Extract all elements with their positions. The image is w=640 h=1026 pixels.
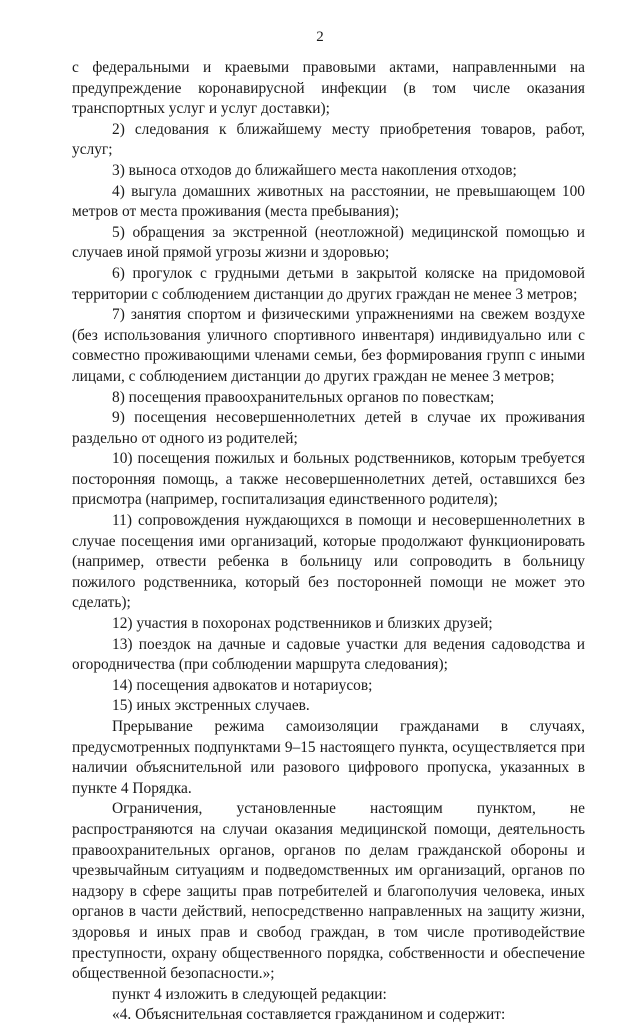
paragraph-point-4-text: «4. Объяснительная составляется гражданином и содержит:	[112, 1006, 506, 1024]
paragraph-item-4: 4) выгула домашних животных на расстоянии, не превышающем 100 метров от места проживания (места пребывания);	[72, 182, 585, 221]
paragraph-continuation: с федеральными и краевыми правовыми актами, направленными на предупреждение коронавирусной инфекции (в том числе оказания транспортных услуг и услуг доставки);	[72, 59, 585, 118]
paragraph-item-3: 3) выноса отходов до ближайшего места накопления отходов;	[112, 161, 517, 179]
paragraph-item-2: 2) следования к ближайшему месту приобретения товаров, работ, услуг;	[72, 120, 585, 159]
paragraph-restrictions-exceptions: Ограничения, установленные настоящим пунктом, не распространяются на случаи оказания медицинской помощи, деятельность правоохранительных органов, органов по делам гражданской обороны и чрезвычайным ситуациям и подведомственных им организаций, органов по надзору в сфере защиты прав потребителей и благополучия человека, иных органов в части действий, непосредственно направленных на защиту жизни, здоровья и иных прав и свобод граждан, в том числе противодействие преступности, охрану общественного порядка, собственности и обеспечение общественной безопасности.»;	[72, 800, 585, 983]
paragraph-item-11: 11) сопровождения нуждающихся в помощи и несовершеннолетних в случае посещения ими организаций, которые продолжают функционировать (например, отвести ребенка в больницу или сопроводить в больницу пожилого родственника, который без посторонней помощи не может это сделать);	[72, 512, 585, 612]
paragraph-item-7: 7) занятия спортом и физическими упражнениями на свежем воздухе (без использования уличного спортивного инвентаря) индивидуально или с совместно проживающими членами семьи, без формирования групп с иными лицами, с соблюдением дистанции до других граждан не менее 3 метров;	[72, 306, 585, 385]
paragraph-item-13: 13) поездок на дачные и садовые участки для ведения садоводства и огородничества (при соблюдении маршрута следования);	[72, 635, 585, 674]
paragraph-item-10: 10) посещения пожилых и больных родственников, которым требуется посторонняя помощь, а также несовершеннолетних детей, оставшихся без присмотра (например, госпитализация единственного родителя);	[72, 450, 585, 509]
paragraph-item-9: 9) посещения несовершеннолетних детей в случае их проживания раздельно от одного из родителей;	[72, 409, 585, 447]
paragraph-item-5: 5) обращения за экстренной (неотложной) медицинской помощью и случаев иной прямой угрозы жизни и здоровью;	[72, 223, 585, 262]
paragraph-item-14: 14) посещения адвокатов и нотариусов;	[112, 676, 373, 694]
paragraph-item-12: 12) участия в похоронах родственников и близких друзей;	[112, 615, 493, 633]
paragraph-point-4-intro: пункт 4 изложить в следующей редакции:	[112, 985, 387, 1003]
paragraph-item-8: 8) посещения правоохранительных органов по повесткам;	[112, 388, 495, 406]
document-body	[72, 58, 585, 1026]
paragraph-self-isolation-interruption: Прерывание режима самоизоляции гражданами в случаях, предусмотренных подпунктами 9–15 настоящего пункта, осуществляется при наличии объяснительной или разового цифрового пропуска, указанных в пункте 4 Порядка.	[72, 718, 585, 797]
paragraph-item-15: 15) иных экстренных случаев.	[112, 697, 310, 715]
page-number: 2	[316, 29, 324, 45]
paragraph-item-6: 6) прогулок с грудными детьми в закрытой коляске на придомовой территории с соблюдением дистанции до других граждан не менее 3 метров;	[72, 264, 585, 303]
